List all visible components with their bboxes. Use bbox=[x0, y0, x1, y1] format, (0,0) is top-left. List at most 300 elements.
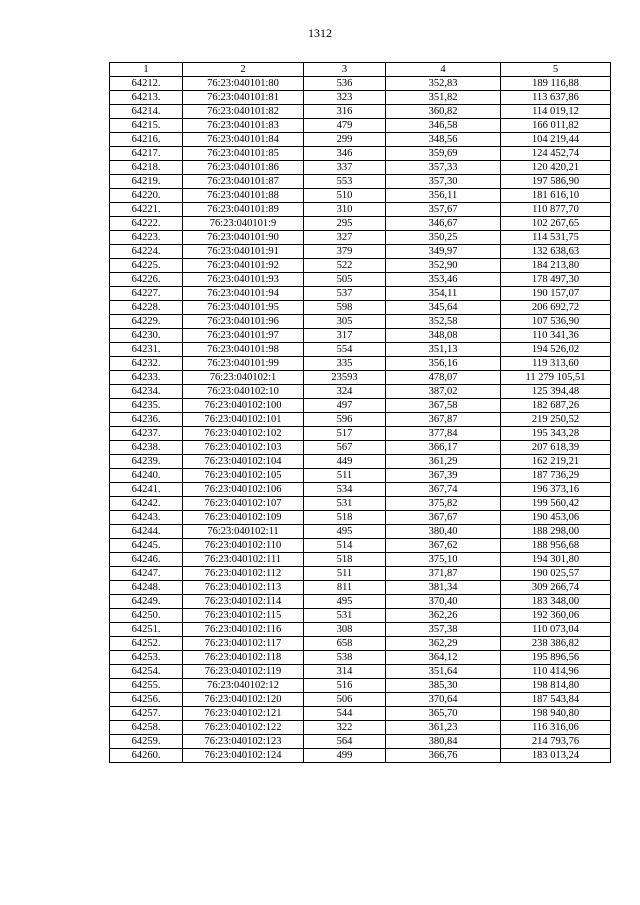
cadastral-number-cell: 76:23:040101:93 bbox=[183, 273, 304, 287]
row-number-cell: 64244. bbox=[110, 525, 183, 539]
row-number-cell: 64240. bbox=[110, 469, 183, 483]
cadastral-number-cell: 76:23:040101:94 bbox=[183, 287, 304, 301]
cadastral-number-cell: 76:23:040102:119 bbox=[183, 665, 304, 679]
table-row bbox=[110, 637, 611, 651]
row-number-cell: 64248. bbox=[110, 581, 183, 595]
value-cell: 219 250,52 bbox=[501, 413, 611, 427]
value-cell: 178 497,30 bbox=[501, 273, 611, 287]
table-row bbox=[110, 287, 611, 301]
area-cell: 517 bbox=[304, 427, 386, 441]
row-number-cell: 64238. bbox=[110, 441, 183, 455]
cadastral-number-cell: 76:23:040101:82 bbox=[183, 105, 304, 119]
value-cell: 195 896,56 bbox=[501, 651, 611, 665]
table-row bbox=[110, 91, 611, 105]
area-cell: 295 bbox=[304, 217, 386, 231]
header-cell-2: 2 bbox=[183, 63, 304, 77]
table-row bbox=[110, 679, 611, 693]
row-number-cell: 64229. bbox=[110, 315, 183, 329]
table-row bbox=[110, 483, 611, 497]
table-row bbox=[110, 735, 611, 749]
area-cell: 499 bbox=[304, 749, 386, 763]
area-cell: 495 bbox=[304, 525, 386, 539]
rate-cell: 367,67 bbox=[386, 511, 501, 525]
area-cell: 531 bbox=[304, 609, 386, 623]
row-number-cell: 64242. bbox=[110, 497, 183, 511]
cadastral-number-cell: 76:23:040101:80 bbox=[183, 77, 304, 91]
area-cell: 553 bbox=[304, 175, 386, 189]
cadastral-number-cell: 76:23:040102:120 bbox=[183, 693, 304, 707]
row-number-cell: 64249. bbox=[110, 595, 183, 609]
rate-cell: 352,90 bbox=[386, 259, 501, 273]
header-row bbox=[110, 63, 611, 77]
cadastral-number-cell: 76:23:040102:101 bbox=[183, 413, 304, 427]
row-number-cell: 64228. bbox=[110, 301, 183, 315]
row-number-cell: 64260. bbox=[110, 749, 183, 763]
cadastral-number-cell: 76:23:040101:87 bbox=[183, 175, 304, 189]
area-cell: 497 bbox=[304, 399, 386, 413]
table-row bbox=[110, 595, 611, 609]
cadastral-number-cell: 76:23:040102:114 bbox=[183, 595, 304, 609]
rate-cell: 367,62 bbox=[386, 539, 501, 553]
area-cell: 518 bbox=[304, 511, 386, 525]
cadastral-number-cell: 76:23:040101:97 bbox=[183, 329, 304, 343]
row-number-cell: 64225. bbox=[110, 259, 183, 273]
rate-cell: 366,76 bbox=[386, 749, 501, 763]
row-number-cell: 64216. bbox=[110, 133, 183, 147]
table-row bbox=[110, 609, 611, 623]
row-number-cell: 64241. bbox=[110, 483, 183, 497]
table-row bbox=[110, 175, 611, 189]
cadastral-number-cell: 76:23:040102:1 bbox=[183, 371, 304, 385]
row-number-cell: 64250. bbox=[110, 609, 183, 623]
table-row bbox=[110, 469, 611, 483]
rate-cell: 351,13 bbox=[386, 343, 501, 357]
cadastral-number-cell: 76:23:040102:11 bbox=[183, 525, 304, 539]
row-number-cell: 64230. bbox=[110, 329, 183, 343]
value-cell: 183 013,24 bbox=[501, 749, 611, 763]
value-cell: 110 414,96 bbox=[501, 665, 611, 679]
value-cell: 184 213,80 bbox=[501, 259, 611, 273]
value-cell: 206 692,72 bbox=[501, 301, 611, 315]
value-cell: 197 586,90 bbox=[501, 175, 611, 189]
table-row bbox=[110, 105, 611, 119]
rate-cell: 357,67 bbox=[386, 203, 501, 217]
area-cell: 510 bbox=[304, 189, 386, 203]
cadastral-number-cell: 76:23:040101:91 bbox=[183, 245, 304, 259]
value-cell: 166 011,82 bbox=[501, 119, 611, 133]
cadastral-number-cell: 76:23:040102:107 bbox=[183, 497, 304, 511]
table-header bbox=[110, 63, 611, 77]
area-cell: 308 bbox=[304, 623, 386, 637]
value-cell: 124 452,74 bbox=[501, 147, 611, 161]
rate-cell: 359,69 bbox=[386, 147, 501, 161]
value-cell: 119 313,60 bbox=[501, 357, 611, 371]
table-row bbox=[110, 133, 611, 147]
rate-cell: 387,02 bbox=[386, 385, 501, 399]
area-cell: 299 bbox=[304, 133, 386, 147]
area-cell: 23593 bbox=[304, 371, 386, 385]
table-row bbox=[110, 245, 611, 259]
rate-cell: 348,08 bbox=[386, 329, 501, 343]
area-cell: 305 bbox=[304, 315, 386, 329]
value-cell: 181 616,10 bbox=[501, 189, 611, 203]
area-cell: 537 bbox=[304, 287, 386, 301]
value-cell: 187 736,29 bbox=[501, 469, 611, 483]
rate-cell: 349,97 bbox=[386, 245, 501, 259]
row-number-cell: 64217. bbox=[110, 147, 183, 161]
cadastral-number-cell: 76:23:040102:102 bbox=[183, 427, 304, 441]
cadastral-number-cell: 76:23:040101:84 bbox=[183, 133, 304, 147]
rate-cell: 351,64 bbox=[386, 665, 501, 679]
value-cell: 107 536,90 bbox=[501, 315, 611, 329]
row-number-cell: 64215. bbox=[110, 119, 183, 133]
value-cell: 132 638,63 bbox=[501, 245, 611, 259]
rate-cell: 367,87 bbox=[386, 413, 501, 427]
value-cell: 309 266,74 bbox=[501, 581, 611, 595]
cadastral-number-cell: 76:23:040102:113 bbox=[183, 581, 304, 595]
value-cell: 182 687,26 bbox=[501, 399, 611, 413]
table-row bbox=[110, 581, 611, 595]
table-row bbox=[110, 567, 611, 581]
table-row bbox=[110, 231, 611, 245]
rate-cell: 366,17 bbox=[386, 441, 501, 455]
rate-cell: 371,87 bbox=[386, 567, 501, 581]
value-cell: 116 316,06 bbox=[501, 721, 611, 735]
value-cell: 188 956,68 bbox=[501, 539, 611, 553]
area-cell: 596 bbox=[304, 413, 386, 427]
value-cell: 104 219,44 bbox=[501, 133, 611, 147]
table-row bbox=[110, 329, 611, 343]
row-number-cell: 64243. bbox=[110, 511, 183, 525]
rate-cell: 350,25 bbox=[386, 231, 501, 245]
rate-cell: 356,11 bbox=[386, 189, 501, 203]
header-cell-5: 5 bbox=[501, 63, 611, 77]
cadastral-number-cell: 76:23:040102:106 bbox=[183, 483, 304, 497]
value-cell: 190 157,07 bbox=[501, 287, 611, 301]
cadastral-number-cell: 76:23:040101:99 bbox=[183, 357, 304, 371]
table-row bbox=[110, 441, 611, 455]
table-row bbox=[110, 399, 611, 413]
cadastral-number-cell: 76:23:040102:103 bbox=[183, 441, 304, 455]
value-cell: 189 116,88 bbox=[501, 77, 611, 91]
cadastral-number-cell: 76:23:040101:86 bbox=[183, 161, 304, 175]
rate-cell: 385,30 bbox=[386, 679, 501, 693]
cadastral-number-cell: 76:23:040101:89 bbox=[183, 203, 304, 217]
row-number-cell: 64245. bbox=[110, 539, 183, 553]
table-row bbox=[110, 259, 611, 273]
row-number-cell: 64226. bbox=[110, 273, 183, 287]
row-number-cell: 64218. bbox=[110, 161, 183, 175]
rate-cell: 357,30 bbox=[386, 175, 501, 189]
rate-cell: 346,67 bbox=[386, 217, 501, 231]
value-cell: 114 531,75 bbox=[501, 231, 611, 245]
area-cell: 544 bbox=[304, 707, 386, 721]
cadastral-number-cell: 76:23:040101:95 bbox=[183, 301, 304, 315]
row-number-cell: 64251. bbox=[110, 623, 183, 637]
cadastral-number-cell: 76:23:040102:122 bbox=[183, 721, 304, 735]
cadastral-number-cell: 76:23:040102:100 bbox=[183, 399, 304, 413]
table-row bbox=[110, 427, 611, 441]
value-cell: 187 543,84 bbox=[501, 693, 611, 707]
table-row bbox=[110, 385, 611, 399]
table-row bbox=[110, 203, 611, 217]
row-number-cell: 64235. bbox=[110, 399, 183, 413]
rate-cell: 381,34 bbox=[386, 581, 501, 595]
value-cell: 110 877,70 bbox=[501, 203, 611, 217]
area-cell: 538 bbox=[304, 651, 386, 665]
table-row bbox=[110, 371, 611, 385]
area-cell: 511 bbox=[304, 567, 386, 581]
table-row bbox=[110, 497, 611, 511]
area-cell: 811 bbox=[304, 581, 386, 595]
header-cell-3: 3 bbox=[304, 63, 386, 77]
row-number-cell: 64253. bbox=[110, 651, 183, 665]
rate-cell: 352,83 bbox=[386, 77, 501, 91]
area-cell: 564 bbox=[304, 735, 386, 749]
value-cell: 125 394,48 bbox=[501, 385, 611, 399]
table-row bbox=[110, 651, 611, 665]
cadastral-number-cell: 76:23:040102:110 bbox=[183, 539, 304, 553]
area-cell: 335 bbox=[304, 357, 386, 371]
value-cell: 194 526,02 bbox=[501, 343, 611, 357]
table-row bbox=[110, 77, 611, 91]
cadastral-number-cell: 76:23:040102:115 bbox=[183, 609, 304, 623]
value-cell: 207 618,39 bbox=[501, 441, 611, 455]
rate-cell: 357,38 bbox=[386, 623, 501, 637]
row-number-cell: 64254. bbox=[110, 665, 183, 679]
cadastral-number-cell: 76:23:040102:105 bbox=[183, 469, 304, 483]
cadastral-number-cell: 76:23:040101:96 bbox=[183, 315, 304, 329]
value-cell: 199 560,42 bbox=[501, 497, 611, 511]
cadastral-number-cell: 76:23:040101:83 bbox=[183, 119, 304, 133]
area-cell: 534 bbox=[304, 483, 386, 497]
cadastral-number-cell: 76:23:040102:104 bbox=[183, 455, 304, 469]
rate-cell: 345,64 bbox=[386, 301, 501, 315]
row-number-cell: 64232. bbox=[110, 357, 183, 371]
cadastral-number-cell: 76:23:040102:123 bbox=[183, 735, 304, 749]
data-table bbox=[109, 62, 611, 763]
area-cell: 511 bbox=[304, 469, 386, 483]
table-row bbox=[110, 455, 611, 469]
table-row bbox=[110, 301, 611, 315]
table-row bbox=[110, 623, 611, 637]
table-row bbox=[110, 553, 611, 567]
rate-cell: 360,82 bbox=[386, 105, 501, 119]
row-number-cell: 64214. bbox=[110, 105, 183, 119]
header-cell-4: 4 bbox=[386, 63, 501, 77]
area-cell: 516 bbox=[304, 679, 386, 693]
table-row bbox=[110, 525, 611, 539]
row-number-cell: 64234. bbox=[110, 385, 183, 399]
value-cell: 194 301,80 bbox=[501, 553, 611, 567]
value-cell: 120 420,21 bbox=[501, 161, 611, 175]
area-cell: 324 bbox=[304, 385, 386, 399]
table-row bbox=[110, 343, 611, 357]
table-row bbox=[110, 357, 611, 371]
value-cell: 102 267,65 bbox=[501, 217, 611, 231]
area-cell: 317 bbox=[304, 329, 386, 343]
value-cell: 110 341,36 bbox=[501, 329, 611, 343]
table-body bbox=[110, 77, 611, 763]
header-cell-1: 1 bbox=[110, 63, 183, 77]
cadastral-number-cell: 76:23:040101:98 bbox=[183, 343, 304, 357]
value-cell: 188 298,00 bbox=[501, 525, 611, 539]
rate-cell: 377,84 bbox=[386, 427, 501, 441]
rate-cell: 352,58 bbox=[386, 315, 501, 329]
area-cell: 598 bbox=[304, 301, 386, 315]
area-cell: 379 bbox=[304, 245, 386, 259]
rate-cell: 375,82 bbox=[386, 497, 501, 511]
table-row bbox=[110, 315, 611, 329]
row-number-cell: 64247. bbox=[110, 567, 183, 581]
value-cell: 114 019,12 bbox=[501, 105, 611, 119]
area-cell: 316 bbox=[304, 105, 386, 119]
cadastral-number-cell: 76:23:040102:112 bbox=[183, 567, 304, 581]
area-cell: 505 bbox=[304, 273, 386, 287]
value-cell: 11 279 105,51 bbox=[501, 371, 611, 385]
table-row bbox=[110, 721, 611, 735]
row-number-cell: 64236. bbox=[110, 413, 183, 427]
cadastral-number-cell: 76:23:040101:9 bbox=[183, 217, 304, 231]
value-cell: 196 373,16 bbox=[501, 483, 611, 497]
row-number-cell: 64220. bbox=[110, 189, 183, 203]
table-row bbox=[110, 147, 611, 161]
table-row bbox=[110, 119, 611, 133]
value-cell: 110 073,04 bbox=[501, 623, 611, 637]
area-cell: 554 bbox=[304, 343, 386, 357]
row-number-cell: 64258. bbox=[110, 721, 183, 735]
row-number-cell: 64252. bbox=[110, 637, 183, 651]
cadastral-number-cell: 76:23:040102:12 bbox=[183, 679, 304, 693]
area-cell: 658 bbox=[304, 637, 386, 651]
rate-cell: 365,70 bbox=[386, 707, 501, 721]
table-row bbox=[110, 217, 611, 231]
area-cell: 567 bbox=[304, 441, 386, 455]
area-cell: 522 bbox=[304, 259, 386, 273]
row-number-cell: 64213. bbox=[110, 91, 183, 105]
cadastral-number-cell: 76:23:040101:92 bbox=[183, 259, 304, 273]
rate-cell: 354,11 bbox=[386, 287, 501, 301]
value-cell: 195 343,28 bbox=[501, 427, 611, 441]
rate-cell: 375,10 bbox=[386, 553, 501, 567]
table-row bbox=[110, 413, 611, 427]
cadastral-number-cell: 76:23:040102:124 bbox=[183, 749, 304, 763]
cadastral-number-cell: 76:23:040102:121 bbox=[183, 707, 304, 721]
rate-cell: 351,82 bbox=[386, 91, 501, 105]
value-cell: 162 219,21 bbox=[501, 455, 611, 469]
table-row bbox=[110, 189, 611, 203]
value-cell: 183 348,00 bbox=[501, 595, 611, 609]
row-number-cell: 64237. bbox=[110, 427, 183, 441]
rate-cell: 362,29 bbox=[386, 637, 501, 651]
row-number-cell: 64224. bbox=[110, 245, 183, 259]
row-number-cell: 64239. bbox=[110, 455, 183, 469]
row-number-cell: 64231. bbox=[110, 343, 183, 357]
area-cell: 322 bbox=[304, 721, 386, 735]
row-number-cell: 64227. bbox=[110, 287, 183, 301]
row-number-cell: 64255. bbox=[110, 679, 183, 693]
rate-cell: 367,39 bbox=[386, 469, 501, 483]
row-number-cell: 64246. bbox=[110, 553, 183, 567]
value-cell: 214 793,76 bbox=[501, 735, 611, 749]
table-row bbox=[110, 749, 611, 763]
table-row bbox=[110, 707, 611, 721]
area-cell: 518 bbox=[304, 553, 386, 567]
row-number-cell: 64212. bbox=[110, 77, 183, 91]
area-cell: 495 bbox=[304, 595, 386, 609]
rate-cell: 364,12 bbox=[386, 651, 501, 665]
rate-cell: 346,58 bbox=[386, 119, 501, 133]
row-number-cell: 64221. bbox=[110, 203, 183, 217]
area-cell: 323 bbox=[304, 91, 386, 105]
row-number-cell: 64219. bbox=[110, 175, 183, 189]
rate-cell: 348,56 bbox=[386, 133, 501, 147]
cadastral-number-cell: 76:23:040102:118 bbox=[183, 651, 304, 665]
row-number-cell: 64257. bbox=[110, 707, 183, 721]
row-number-cell: 64222. bbox=[110, 217, 183, 231]
area-cell: 327 bbox=[304, 231, 386, 245]
area-cell: 531 bbox=[304, 497, 386, 511]
area-cell: 346 bbox=[304, 147, 386, 161]
table-row bbox=[110, 665, 611, 679]
value-cell: 113 637,86 bbox=[501, 91, 611, 105]
rate-cell: 361,29 bbox=[386, 455, 501, 469]
cadastral-number-cell: 76:23:040101:88 bbox=[183, 189, 304, 203]
area-cell: 506 bbox=[304, 693, 386, 707]
rate-cell: 380,84 bbox=[386, 735, 501, 749]
cadastral-number-cell: 76:23:040101:81 bbox=[183, 91, 304, 105]
value-cell: 238 386,82 bbox=[501, 637, 611, 651]
area-cell: 514 bbox=[304, 539, 386, 553]
table-row bbox=[110, 693, 611, 707]
row-number-cell: 64256. bbox=[110, 693, 183, 707]
rate-cell: 380,40 bbox=[386, 525, 501, 539]
rate-cell: 357,33 bbox=[386, 161, 501, 175]
value-cell: 198 940,80 bbox=[501, 707, 611, 721]
cadastral-number-cell: 76:23:040102:10 bbox=[183, 385, 304, 399]
table-row bbox=[110, 511, 611, 525]
rate-cell: 353,46 bbox=[386, 273, 501, 287]
value-cell: 190 025,57 bbox=[501, 567, 611, 581]
rate-cell: 370,40 bbox=[386, 595, 501, 609]
area-cell: 449 bbox=[304, 455, 386, 469]
value-cell: 198 814,80 bbox=[501, 679, 611, 693]
row-number-cell: 64259. bbox=[110, 735, 183, 749]
area-cell: 314 bbox=[304, 665, 386, 679]
rate-cell: 361,23 bbox=[386, 721, 501, 735]
value-cell: 192 360,06 bbox=[501, 609, 611, 623]
rate-cell: 356,16 bbox=[386, 357, 501, 371]
area-cell: 479 bbox=[304, 119, 386, 133]
cadastral-number-cell: 76:23:040102:117 bbox=[183, 637, 304, 651]
area-cell: 536 bbox=[304, 77, 386, 91]
rate-cell: 478,07 bbox=[386, 371, 501, 385]
cadastral-number-cell: 76:23:040102:116 bbox=[183, 623, 304, 637]
area-cell: 337 bbox=[304, 161, 386, 175]
cadastral-number-cell: 76:23:040101:90 bbox=[183, 231, 304, 245]
cadastral-number-cell: 76:23:040102:111 bbox=[183, 553, 304, 567]
page-number: 1312 bbox=[308, 26, 332, 40]
row-number-cell: 64233. bbox=[110, 371, 183, 385]
rate-cell: 362,26 bbox=[386, 609, 501, 623]
area-cell: 310 bbox=[304, 203, 386, 217]
table-row bbox=[110, 161, 611, 175]
value-cell: 190 453,06 bbox=[501, 511, 611, 525]
table-row bbox=[110, 273, 611, 287]
rate-cell: 370,64 bbox=[386, 693, 501, 707]
cadastral-number-cell: 76:23:040101:85 bbox=[183, 147, 304, 161]
rate-cell: 367,74 bbox=[386, 483, 501, 497]
